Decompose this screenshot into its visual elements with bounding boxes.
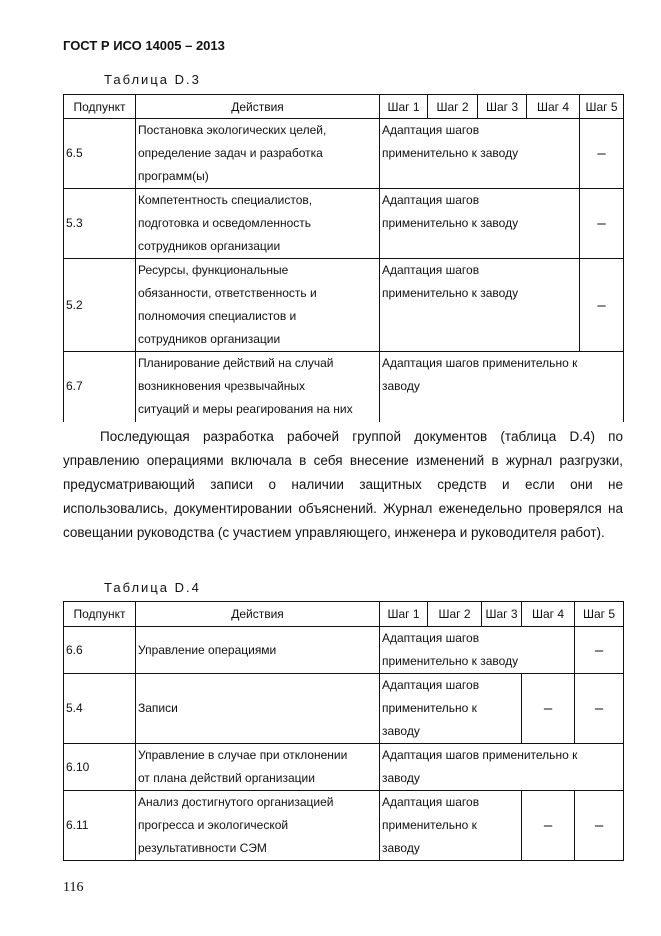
- action-line: Постановка экологических целей,: [138, 123, 327, 137]
- action-line: сотрудников организации: [138, 332, 281, 346]
- step5-dash: –: [575, 791, 624, 861]
- col-header-actions: Действия: [136, 95, 380, 119]
- action-cell: [136, 352, 380, 422]
- table-row: [64, 189, 624, 259]
- col-header-step5: Шаг 5: [575, 602, 624, 627]
- table-header-row: [64, 602, 624, 627]
- action-cell: Записи: [136, 674, 380, 744]
- action-line: от плана действий организации: [138, 771, 315, 785]
- step-line: Адаптация шагов: [382, 795, 480, 809]
- table-row: [64, 791, 624, 861]
- table-d4-caption: Таблица D.4: [104, 580, 201, 595]
- action-cell: Управление операциями: [136, 627, 380, 674]
- col-header-step5: Шаг 5: [580, 95, 624, 119]
- col-header-step3: Шаг 3: [482, 602, 522, 627]
- table-header-row: [64, 95, 624, 119]
- action-line: программ(ы): [138, 169, 209, 183]
- subclause-cell: 5.3: [64, 189, 136, 259]
- step-cell: [380, 627, 575, 674]
- step5-dash: –: [580, 119, 624, 189]
- subclause-cell: 5.4: [64, 674, 136, 744]
- action-line: Управление в случае при отклонении: [138, 748, 348, 762]
- step-line: Адаптация шагов: [382, 631, 480, 645]
- table-row: [64, 674, 624, 744]
- table-row: [64, 744, 624, 791]
- table-row: [64, 259, 624, 352]
- step-cell: [380, 674, 522, 744]
- action-line: сотрудников организации: [138, 239, 281, 253]
- step-line: Адаптация шагов: [382, 123, 480, 137]
- subclause-cell: 6.11: [64, 791, 136, 861]
- page-number: 116: [63, 880, 84, 895]
- action-line: результативности СЭМ: [138, 841, 267, 855]
- subclause-cell: 6.10: [64, 744, 136, 791]
- step-cell: [380, 791, 522, 861]
- col-header-step1: Шаг 1: [380, 95, 428, 119]
- action-line: возникновения чрезвычайных: [138, 379, 305, 393]
- step-cell: [380, 352, 624, 422]
- step-line: применительно к заводу: [382, 216, 519, 230]
- step4-dash: –: [522, 791, 575, 861]
- action-line: определение задач и разработка: [138, 146, 323, 160]
- col-header-actions: Действия: [136, 602, 380, 627]
- action-cell: [136, 744, 380, 791]
- col-header-step4: Шаг 4: [527, 95, 580, 119]
- step-line: Адаптация шагов: [382, 193, 480, 207]
- document-header: ГОСТ Р ИСО 14005 – 2013: [63, 38, 225, 53]
- step5-dash: –: [580, 189, 624, 259]
- step-line: применительно к заводу: [382, 654, 519, 668]
- step-line: Адаптация шагов применительно к: [382, 748, 578, 762]
- paragraph-text: Последующая разработка рабочей группой документов (таблица D.4) по управлению операциями включала в себя внесение изменений в журнал разгрузки, предусматривающий записи о наличии защитных средств и если они не использовались, документировании объяснений. Журнал еженедельно проверялся на совещании руководства (с участием управляющего, инженера и руководителя работ).: [63, 429, 623, 540]
- action-line: Ресурсы, функциональные: [138, 263, 289, 277]
- subclause-cell: 6.5: [64, 119, 136, 189]
- body-paragraph: [63, 425, 623, 545]
- subclause-cell: 6.6: [64, 627, 136, 674]
- action-line: ситуаций и меры реагирования на них: [138, 402, 353, 416]
- action-line: Компетентность специалистов,: [138, 193, 313, 207]
- table-row: [64, 119, 624, 189]
- action-cell: [136, 791, 380, 861]
- action-cell: [136, 119, 380, 189]
- action-line: обязанности, ответственность и: [138, 286, 317, 300]
- step-line: заводу: [382, 379, 420, 393]
- col-header-step1: Шаг 1: [380, 602, 428, 627]
- step5-dash: –: [580, 259, 624, 352]
- action-cell: [136, 189, 380, 259]
- action-line: прогресса и экологической: [138, 818, 289, 832]
- step-line: заводу: [382, 724, 420, 738]
- col-header-subclause: Подпункт: [64, 95, 136, 119]
- col-header-step2: Шаг 2: [428, 602, 482, 627]
- action-line: полномочия специалистов и: [138, 309, 297, 323]
- col-header-step2: Шаг 2: [428, 95, 478, 119]
- action-line: подготовка и осведомленность: [138, 216, 312, 230]
- step5-dash: –: [575, 674, 624, 744]
- step-line: применительно к заводу: [382, 146, 519, 160]
- col-header-step4: Шаг 4: [522, 602, 575, 627]
- step-line: применительно к заводу: [382, 286, 519, 300]
- step-line: Адаптация шагов применительно к: [382, 356, 578, 370]
- step-line: заводу: [382, 771, 420, 785]
- subclause-cell: 6.7: [64, 352, 136, 422]
- step-line: применительно к: [382, 701, 477, 715]
- step-line: применительно к: [382, 818, 477, 832]
- action-cell: [136, 259, 380, 352]
- step-cell: [380, 119, 580, 189]
- step-line: Адаптация шагов: [382, 263, 480, 277]
- step-line: заводу: [382, 841, 420, 855]
- step-cell: [380, 744, 624, 791]
- table-row: [64, 627, 624, 674]
- table-d4: [63, 601, 624, 861]
- table-d3-caption: Таблица D.3: [104, 72, 201, 87]
- subclause-cell: 5.2: [64, 259, 136, 352]
- table-d3: [63, 94, 624, 422]
- step-cell: [380, 189, 580, 259]
- step-cell: [380, 259, 580, 352]
- table-row: [64, 352, 624, 422]
- col-header-step3: Шаг 3: [478, 95, 527, 119]
- step-line: Адаптация шагов: [382, 678, 480, 692]
- action-line: Планирование действий на случай: [138, 356, 334, 370]
- col-header-subclause: Подпункт: [64, 602, 136, 627]
- step4-dash: –: [522, 674, 575, 744]
- action-line: Анализ достигнутого организацией: [138, 795, 334, 809]
- step5-dash: –: [575, 627, 624, 674]
